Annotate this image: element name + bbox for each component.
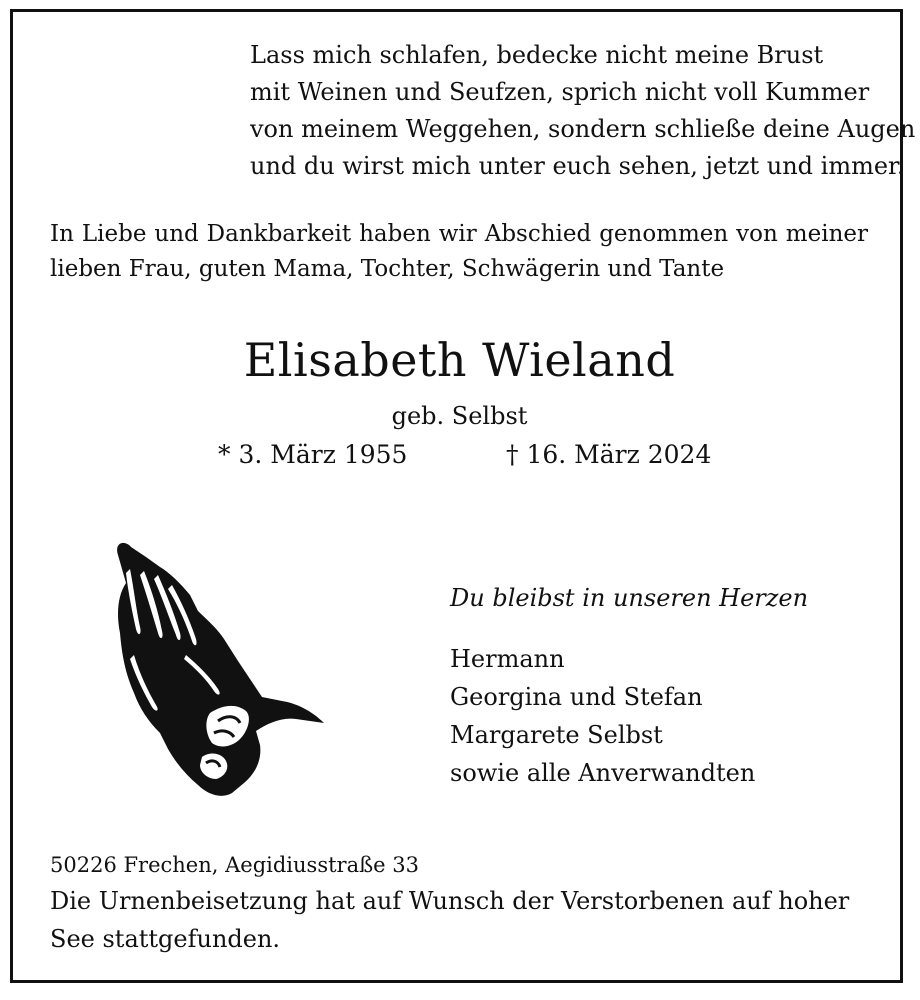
birth-date: * 3. März 1955 (218, 440, 408, 469)
obituary-notice (10, 9, 916, 983)
poem-line: von meinem Weggehen, sondern schließe deine Augen (250, 115, 916, 143)
poem-line: Lass mich schlafen, bedecke nicht meine Brust (250, 41, 824, 69)
burial-note (50, 882, 880, 958)
mourner-name: sowie alle Anverwandten (450, 759, 756, 787)
intro-text (50, 217, 868, 287)
poem-line: mit Weinen und Seufzen, sprich nicht voll Kummer (250, 78, 870, 106)
mourners-list (450, 640, 755, 792)
mourner-name: Margarete Selbst (450, 721, 663, 749)
intro-line: lieben Frau, guten Mama, Tochter, Schwägerin und Tante (50, 256, 725, 282)
mourner-name: Georgina und Stefan (450, 683, 703, 711)
motto: Du bleibst in unseren Herzen (450, 584, 809, 612)
burial-line: See stattgefunden. (50, 925, 281, 953)
birth-name: geb. Selbst (391, 402, 528, 430)
intro-line: In Liebe und Dankbarkeit haben wir Abschied genommen von meiner (50, 221, 868, 247)
address: 50226 Frechen, Aegidiusstraße 33 (50, 853, 419, 877)
praying-hands-icon (106, 535, 326, 805)
deceased-name: Elisabeth Wieland (243, 333, 676, 387)
mourner-name: Hermann (450, 645, 565, 673)
burial-line: Die Urnenbeisetzung hat auf Wunsch der Verstorbenen auf hoher (50, 887, 850, 915)
poem-line: und du wirst mich unter euch sehen, jetzt und immer. (250, 152, 905, 180)
death-date: † 16. März 2024 (506, 440, 712, 469)
poem (250, 37, 916, 185)
